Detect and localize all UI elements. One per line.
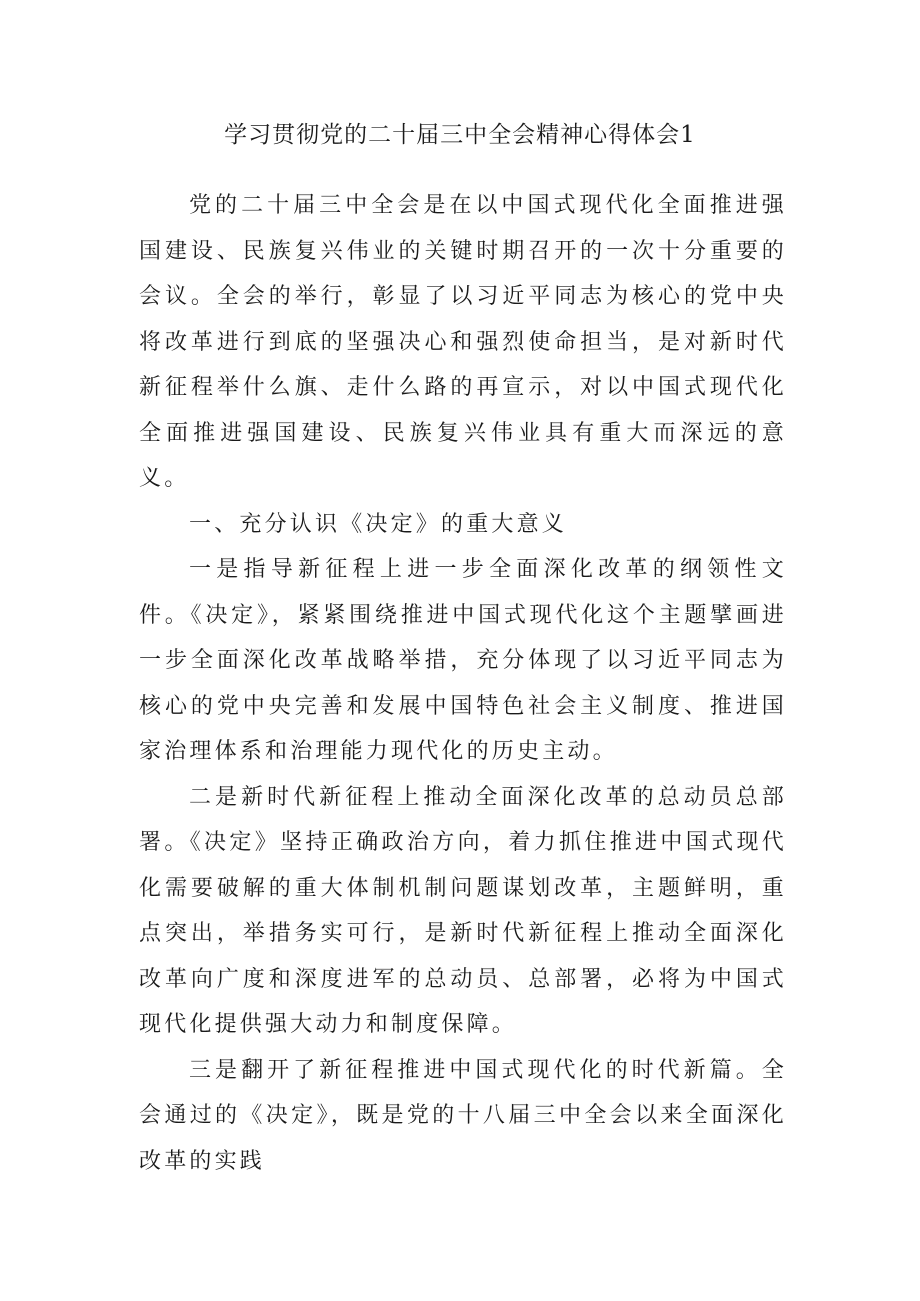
paragraph-intro: 党的二十届三中全会是在以中国式现代化全面推进强国建设、民族复兴伟业的关键时期召开的一次十分重要的会议。全会的举行，彰显了以习近平同志为核心的党中央将改革进行到底的坚强决心和强烈使命担当，是对新时代新征程举什么旗、走什么路的再宣示，对以中国式现代化全面推进强国建设、民族复兴伟业具有重大而深远的意义。 xyxy=(139,193,787,491)
paragraph-point-1: 一是指导新征程上进一步全面深化改革的纲领性文件。《决定》，紧紧围绕推进中国式现代化这个主题擘画进一步全面深化改革战略举措，充分体现了以习近平同志为核心的党中央完善和发展中国特色社会主义制度、推进国家治理体系和治理能力现代化的历史主动。 xyxy=(139,557,787,764)
section-heading-1: 一、充分认识《决定》的重大意义 xyxy=(189,511,568,537)
paragraph-point-3: 三是翻开了新征程推进中国式现代化的时代新篇。全会通过的《决定》，既是党的十八届三中全会以来全面深化改革的实践 xyxy=(139,1057,787,1174)
document-title: 学习贯彻党的二十届三中全会精神心得体会1 xyxy=(224,122,696,148)
document-body xyxy=(139,183,787,1184)
paragraph-point-2: 二是新时代新征程上推动全面深化改革的总动员总部署。《决定》坚持正确政治方向，着力抓住推进中国式现代化需要破解的重大体制机制问题谋划改革，主题鲜明，重点突出，举措务实可行，是新时代新征程上推动全面深化改革向广度和深度进军的总动员、总部署，必将为中国式现代化提供强大动力和制度保障。 xyxy=(139,784,787,1037)
